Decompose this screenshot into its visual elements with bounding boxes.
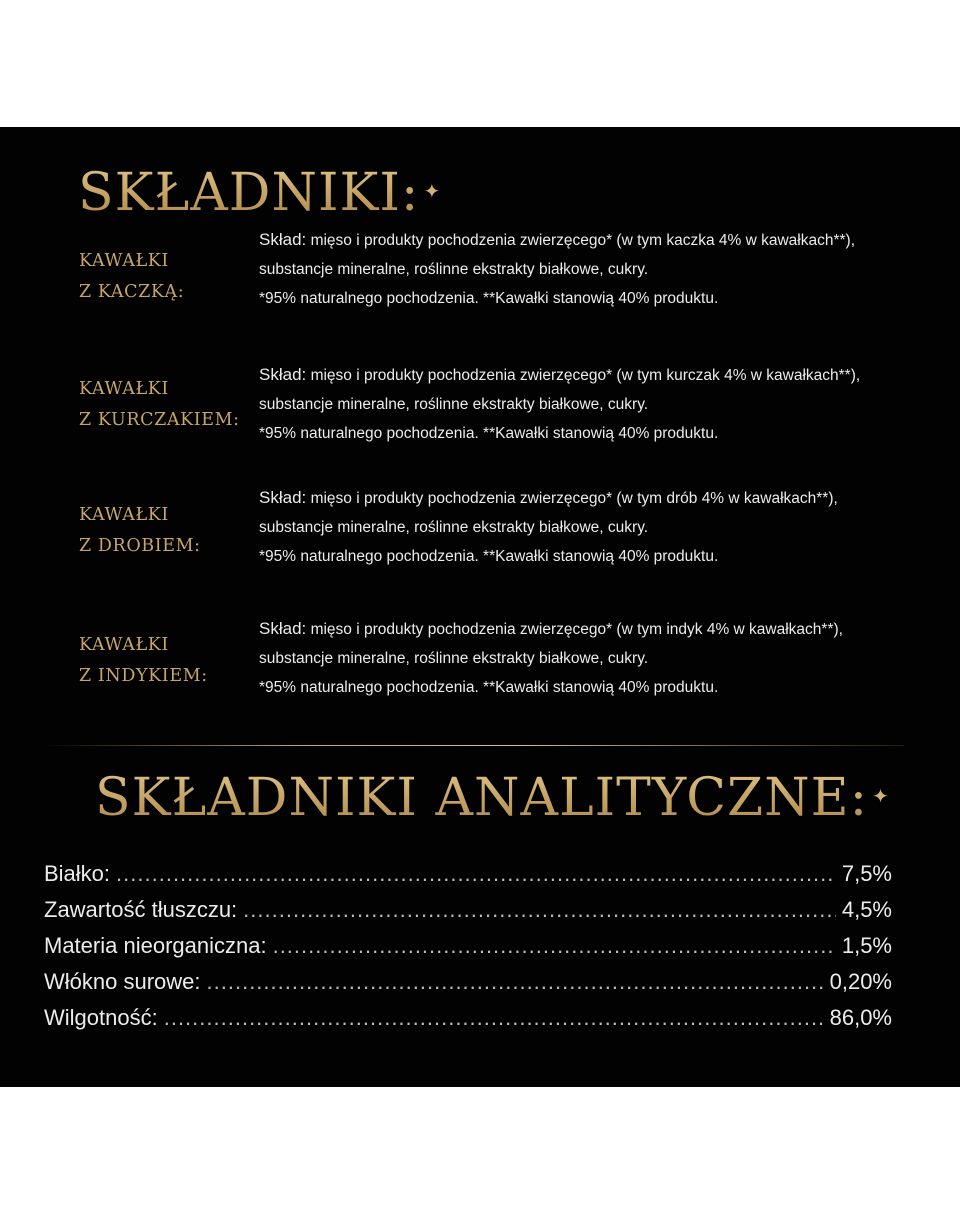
composition-footnote: *95% naturalnego pochodzenia. **Kawałki stanowią 40% produktu.: [259, 679, 719, 696]
composition-lead: Skład:: [259, 365, 307, 384]
nutrient-label: Włókno surowe:: [44, 969, 201, 994]
composition-lead: Skład:: [259, 619, 307, 638]
variant-label-line2: Z DROBIEM:: [79, 536, 201, 556]
nutrient-label: Wilgotność:: [44, 1005, 158, 1030]
composition-footnote: *95% naturalnego pochodzenia. **Kawałki stanowią 40% produktu.: [259, 548, 719, 565]
composition-line1: mięso i produkty pochodzenia zwierzęcego* (w tym indyk 4% w kawałkach**),: [310, 621, 843, 638]
composition-line2: substancje mineralne, roślinne ekstrakty białkowe, cukry.: [259, 519, 649, 536]
variant-label-chicken: [79, 374, 240, 436]
composition-line1: mięso i produkty pochodzenia zwierzęcego* (w tym kaczka 4% w kawałkach**),: [310, 232, 856, 249]
nutrient-label: Białko:: [44, 861, 111, 886]
nutrient-row: [44, 892, 892, 928]
variant-label-line1: KAWAŁKI: [79, 251, 169, 271]
composition-line1: mięso i produkty pochodzenia zwierzęcego* (w tym drób 4% w kawałkach**),: [310, 490, 838, 507]
variant-composition-turkey: [259, 614, 843, 702]
composition-line2: substancje mineralne, roślinne ekstrakty białkowe, cukry.: [259, 261, 649, 278]
nutrient-value: 0,20%: [829, 969, 892, 994]
composition-line2: substancje mineralne, roślinne ekstrakty białkowe, cukry.: [259, 650, 649, 667]
variant-label-line1: KAWAŁKI: [79, 505, 169, 525]
dot-leader: [116, 856, 836, 892]
variant-label-duck: [79, 246, 184, 308]
section-divider: [44, 745, 904, 746]
nutrient-value: 86,0%: [829, 1005, 892, 1030]
dot-leader: [243, 892, 836, 928]
composition-lead: Skład:: [259, 230, 307, 249]
nutrient-value: 1,5%: [841, 933, 892, 958]
nutrient-value: 4,5%: [841, 897, 892, 922]
variant-label-line1: KAWAŁKI: [79, 379, 169, 399]
dot-leader: [273, 928, 836, 964]
composition-line2: substancje mineralne, roślinne ekstrakty białkowe, cukry.: [259, 396, 649, 413]
nutrient-row: [44, 856, 892, 892]
dot-leader: [164, 1000, 824, 1036]
nutrient-label: Zawartość tłuszczu:: [44, 897, 238, 922]
ingredients-panel: [0, 127, 960, 1087]
composition-lead: Skład:: [259, 488, 307, 507]
variant-label-line2: Z KURCZAKIEM:: [79, 410, 240, 430]
variant-label-line2: Z INDYKIEM:: [79, 666, 208, 686]
variant-label-poultry: [79, 500, 201, 562]
variant-label-line1: KAWAŁKI: [79, 635, 169, 655]
composition-footnote: *95% naturalnego pochodzenia. **Kawałki stanowią 40% produktu.: [259, 290, 719, 307]
analytical-title: SKŁADNIKI ANALITYCZNE: ✦: [95, 768, 890, 832]
variant-composition-poultry: [259, 483, 838, 571]
nutrient-label: Materia nieorganiczna:: [44, 933, 267, 958]
sparkle-icon: ✦: [423, 178, 442, 203]
sparkle-icon: ✦: [872, 783, 890, 808]
nutrient-row: [44, 1000, 892, 1036]
variant-label-turkey: [79, 630, 208, 692]
variant-label-line2: Z KACZKĄ:: [79, 282, 185, 302]
ingredients-title: SKŁADNIKI: ✦: [78, 163, 441, 227]
nutrient-row: [44, 928, 892, 964]
variant-composition-chicken: [259, 360, 860, 448]
variant-composition-duck: [259, 225, 855, 313]
nutrient-row: [44, 964, 892, 1000]
composition-line1: mięso i produkty pochodzenia zwierzęcego* (w tym kurczak 4% w kawałkach**),: [310, 367, 861, 384]
analytical-list: [44, 856, 892, 1036]
nutrient-value: 7,5%: [841, 861, 892, 886]
composition-footnote: *95% naturalnego pochodzenia. **Kawałki stanowią 40% produktu.: [259, 425, 719, 442]
dot-leader: [207, 964, 824, 1000]
